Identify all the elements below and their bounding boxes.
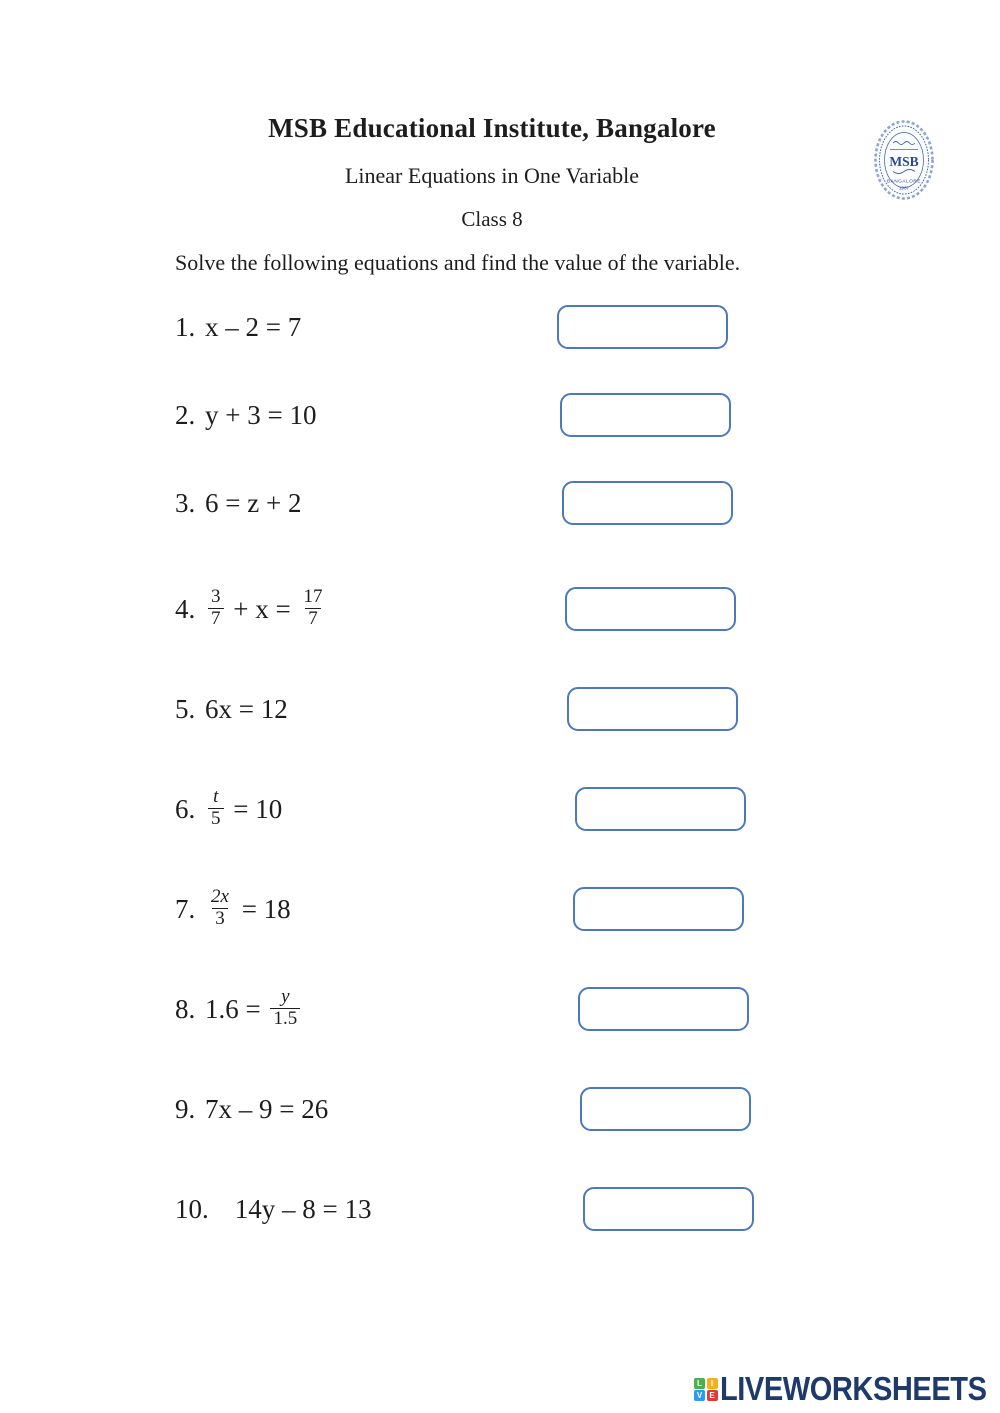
fraction-denominator: 7 [305,608,321,630]
school-badge [872,118,936,202]
question-row [0,559,1000,659]
fraction-numerator: 17 [303,585,323,607]
brand-tile-e: E [707,1390,718,1401]
question-number: 2. [175,399,196,430]
question-number: 9. [175,1093,196,1124]
equation-text: = 10 [226,793,283,824]
question-expression [235,1194,372,1225]
fraction [300,587,325,630]
question-number: 10. [175,1193,209,1224]
equation-text: 6 = z + 2 [205,487,302,518]
answer-input[interactable] [565,587,736,631]
question-number: 8. [175,993,196,1024]
liveworksheets-wordmark: LIVEWORKSHEETS [719,1370,987,1407]
equation-text: x – 2 = 7 [205,311,302,342]
fraction [208,787,224,830]
question-number: 6. [175,793,196,824]
question-expression [205,312,301,343]
badge-name: MSB [889,154,919,169]
brand-tile-l: L [694,1378,705,1389]
fraction [208,587,224,630]
fraction [208,887,232,930]
question-row [0,759,1000,859]
answer-input[interactable] [575,787,746,831]
question-number: 3. [175,487,196,518]
question-number: 1. [175,311,196,342]
equation-text: 7x – 9 = 26 [205,1093,329,1124]
questions-list [0,283,1000,1259]
liveworksheets-logo [694,1370,1000,1407]
fraction-denominator: 1.5 [270,1008,300,1030]
answer-input[interactable] [573,887,744,931]
fraction-numerator: 3 [211,585,221,607]
fraction-denominator: 5 [208,808,224,830]
question-row [0,659,1000,759]
brand-tile-v: V [694,1390,705,1401]
question-expression [205,985,303,1031]
answer-input[interactable] [578,987,749,1031]
question-expression [205,885,291,931]
question-number: 5. [175,693,196,724]
question-expression [205,488,301,519]
question-number: 4. [175,593,196,624]
equation-text: = 18 [234,893,291,924]
answer-input[interactable] [580,1087,751,1131]
fraction-denominator: 3 [212,908,228,930]
answer-input[interactable] [567,687,738,731]
question-expression [205,694,288,725]
liveworksheets-tiles-icon [694,1378,718,1402]
page-subtitle: Linear Equations in One Variable [344,163,640,188]
question-row [0,1159,1000,1259]
question-expression [205,1094,328,1125]
question-expression [205,785,283,831]
grade-label: Class 8 [461,207,523,231]
equation-text: 14y – 8 = 13 [234,1193,372,1224]
equation-text: + x = [226,593,298,624]
fraction-numerator: t [213,785,219,807]
question-row [0,859,1000,959]
equation-text: y + 3 = 10 [205,399,317,430]
answer-input[interactable] [557,305,728,349]
badge-year: 1967 [898,185,910,191]
fraction-denominator: 7 [208,608,224,630]
answer-input[interactable] [583,1187,754,1231]
fraction-numerator: y [281,985,290,1007]
page-title: MSB Educational Institute, Bangalore [268,113,716,143]
instruction-text: Solve the following equations and find the value of the variable. [175,250,741,275]
equation-text: 1.6 = [205,993,268,1024]
fraction [270,987,300,1030]
school-seal-icon [872,118,936,202]
equation-text: 6x = 12 [205,693,288,724]
question-row [0,1059,1000,1159]
question-row [0,959,1000,1059]
question-expression [205,585,328,631]
answer-input[interactable] [562,481,733,525]
fraction-numerator: 2x [211,885,229,907]
question-row [0,371,1000,459]
question-number: 7. [175,893,196,924]
badge-city: BANGALORE [887,178,921,184]
brand-tile-i: I [707,1378,718,1389]
question-expression [205,400,316,431]
question-row [0,459,1000,547]
question-row [0,283,1000,371]
answer-input[interactable] [560,393,731,437]
